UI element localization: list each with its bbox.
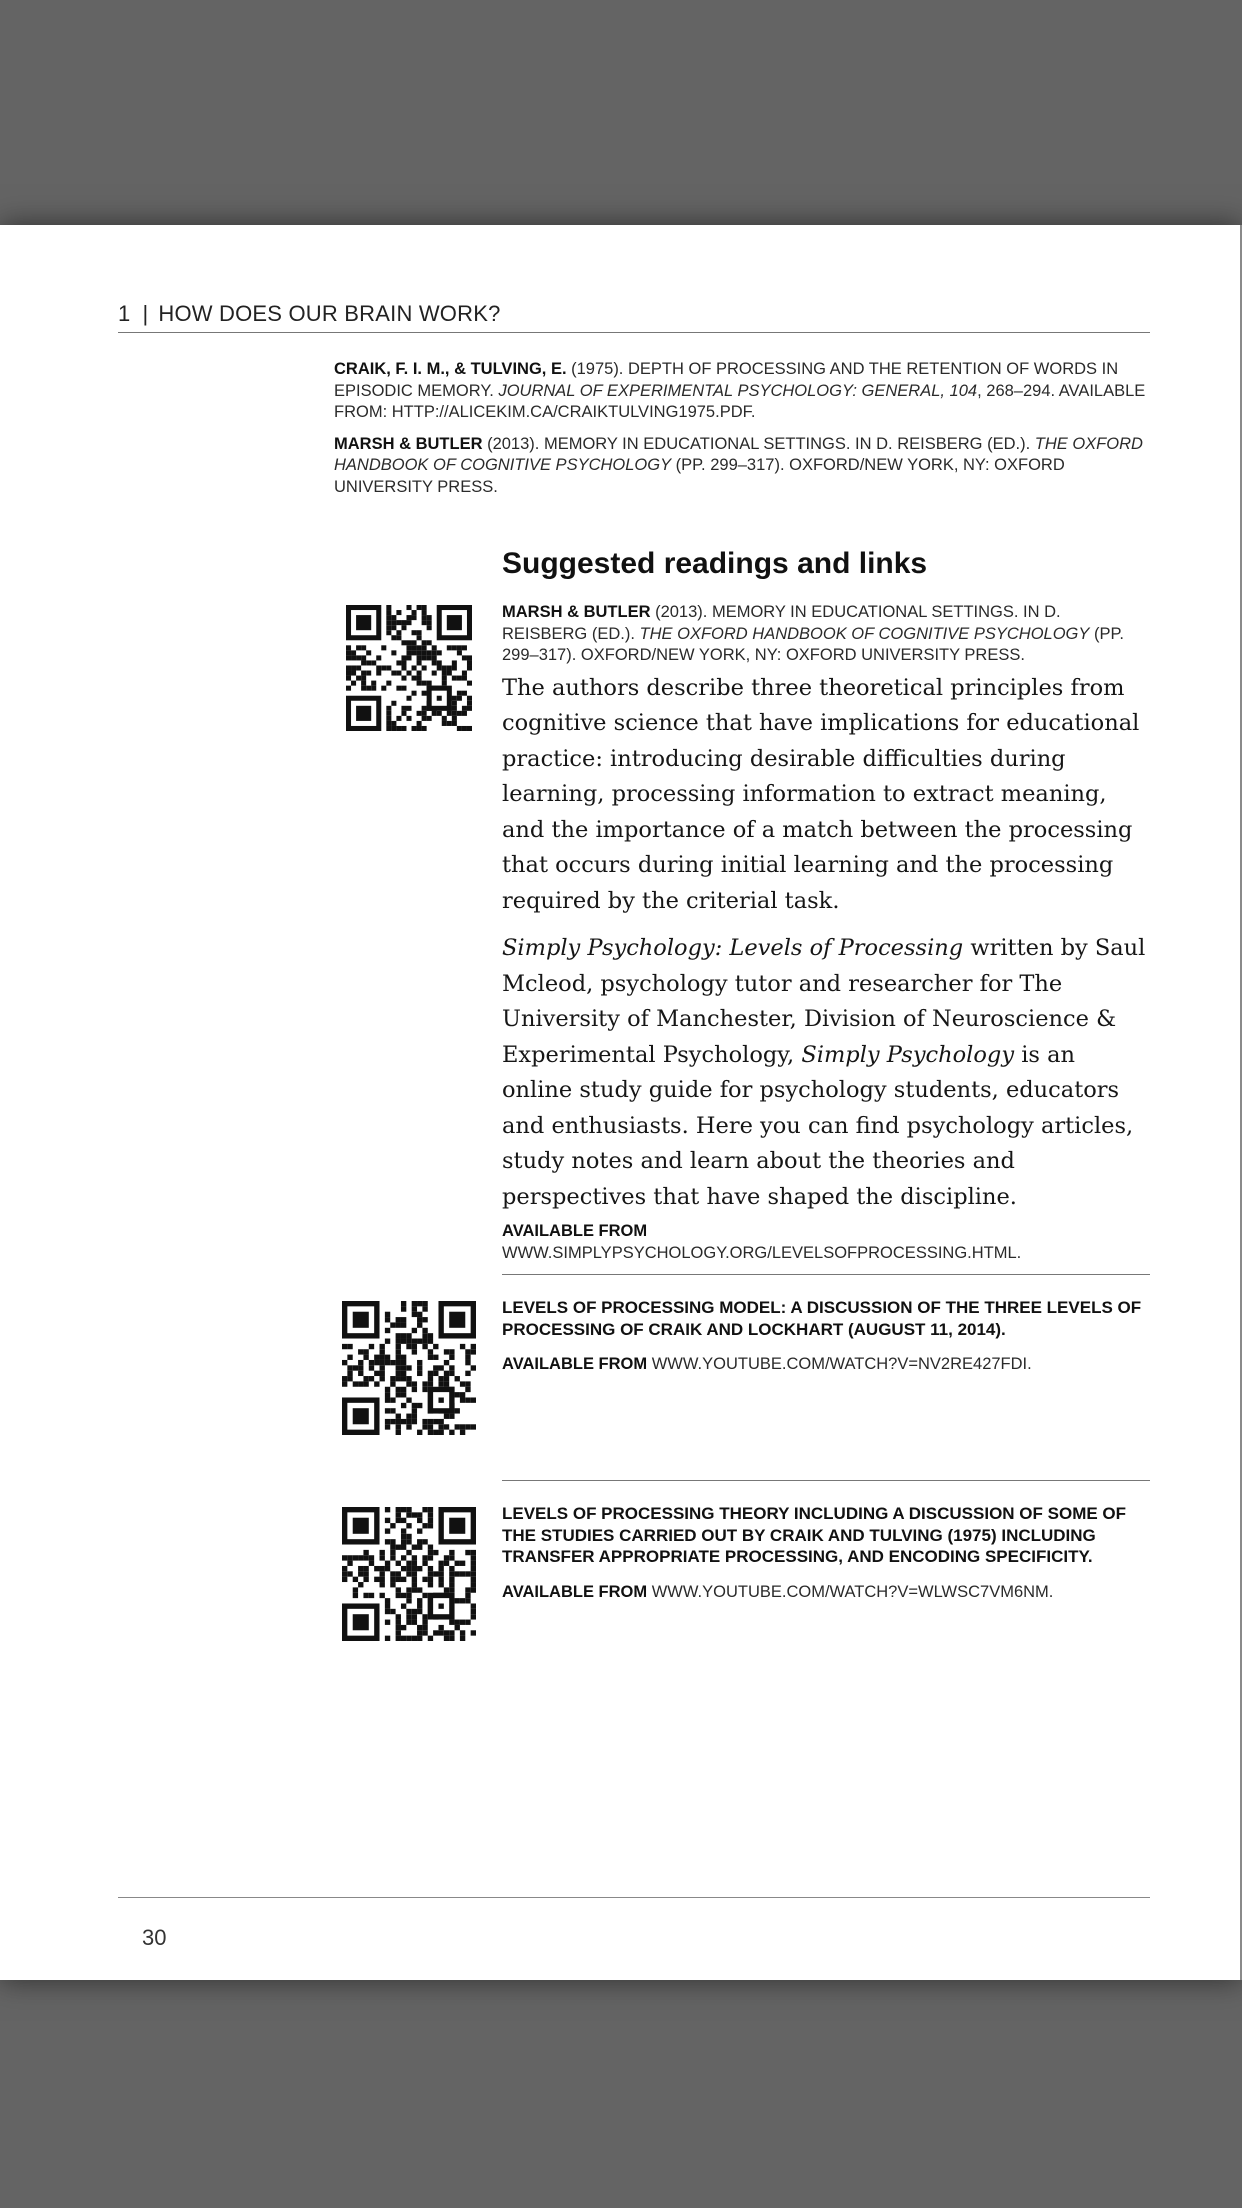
section-title: Suggested readings and links [502, 547, 928, 580]
available-from [502, 1354, 1150, 1376]
footer-rule [118, 1897, 1150, 1898]
entry-divider [502, 1480, 1150, 1481]
reading-authors: MARSH & BUTLER [502, 603, 651, 621]
chapter-title: HOW DOES OUR BRAIN WORK? [158, 301, 501, 326]
available-label: AVAILABLE FROM [502, 1582, 648, 1601]
available-label: AVAILABLE FROM [502, 1355, 648, 1373]
available-url-link[interactable]: WWW.SIMPLYPSYCHOLOGY.ORG/LEVELSOFPROCESSING.HTML. [502, 1243, 1022, 1262]
video-title: LEVELS OF PROCESSING THEORY INCLUDING A DISCUSSION OF SOME OF THE STUDIES CARRIED OUT BY CRAIK AND TULVING (1975) INCLUDING TRANSFER APPROPRIATE PROCESSING, AND ENCODING SPECIFICITY. [502, 1504, 1127, 1566]
page-number: 30 [142, 1925, 167, 1950]
reading-citation [502, 602, 1150, 667]
reading-entry-video-1 [502, 1297, 1150, 1376]
reference-item [334, 359, 1150, 424]
reference-item [334, 434, 1150, 499]
reading-citation-end: (PP. 299–317). OXFORD/NEW YORK, NY: OXFORD UNIVERSITY PRESS. [502, 624, 1124, 664]
reading-citation-text: (2013). MEMORY IN EDUCATIONAL SETTINGS. IN D. REISBERG (ED.). [502, 603, 1061, 643]
qr-code-icon[interactable] [346, 605, 472, 731]
resource-text: written by Saul Mcleod, psychology tutor and researcher for The University of Manchester, Division of Neuroscience & Experimental Psychology, [502, 935, 1146, 1068]
chapter-number: 1 [118, 301, 131, 326]
resource-title: Simply Psychology: Levels of Processing [502, 935, 964, 961]
reference-authors: CRAIK, F. I. M., & TULVING, E. [334, 360, 567, 378]
available-from [502, 1221, 1150, 1264]
reference-list [334, 359, 1150, 508]
available-url-link[interactable]: WWW.YOUTUBE.COM/WATCH?V=NV2RE427FDI. [647, 1355, 1032, 1373]
reference-journal: JOURNAL OF EXPERIMENTAL PSYCHOLOGY: GENERAL, 104 [498, 381, 978, 400]
running-head [118, 301, 1150, 327]
reference-authors: MARSH & BUTLER [334, 434, 483, 453]
reading-entry-video-2 [502, 1503, 1150, 1603]
reference-text-end: (PP. 299–317). OXFORD/NEW YORK, NY: OXFORD UNIVERSITY PRESS. [334, 456, 1065, 496]
reference-book: THE OXFORD HANDBOOK OF COGNITIVE PSYCHOLOGY [334, 434, 1143, 474]
available-label: AVAILABLE FROM [502, 1222, 648, 1240]
qr-code-icon[interactable] [342, 1507, 476, 1641]
entry-divider [502, 1274, 1150, 1275]
reading-book-title: THE OXFORD HANDBOOK OF COGNITIVE PSYCHOLOGY [639, 624, 1090, 643]
resource-text-end: is an online study guide for psychology students, educators and enthusiasts. Here you can find psychology articles, study notes and learn about the theories and perspectives that have shaped the discipline. [502, 1041, 1134, 1210]
document-page [0, 225, 1242, 1980]
reference-text: (2013). MEMORY IN EDUCATIONAL SETTINGS. IN D. REISBERG (ED.). [482, 434, 1035, 453]
reading-entry-marsh-butler [502, 602, 1150, 1264]
reading-description-simply-psychology [502, 931, 1150, 1215]
reference-text-end: , 268–294. AVAILABLE FROM: HTTP://ALICEKIM.CA/CRAIKTULVING1975.PDF. [334, 381, 1146, 421]
reference-text: (1975). DEPTH OF PROCESSING AND THE RETENTION OF WORDS IN EPISODIC MEMORY. [334, 360, 1119, 400]
video-title: LEVELS OF PROCESSING MODEL: A DISCUSSION OF THE THREE LEVELS OF PROCESSING OF CRAIK AND LOCKHART (AUGUST 11, 2014). [502, 1298, 1142, 1339]
reading-description: The authors describe three theoretical principles from cognitive science that have implications for educational practice: introducing desirable difficulties during learning, processing information to extract meaning, and the importance of a match between the processing that occurs during initial learning and the processing required by the criterial task. [502, 674, 1140, 914]
available-url-link[interactable]: WWW.YOUTUBE.COM/WATCH?V=WLWSC7VM6NM. [647, 1582, 1054, 1601]
qr-code-icon[interactable] [342, 1301, 476, 1435]
available-from [502, 1582, 1150, 1604]
header-rule [118, 332, 1150, 333]
running-head-separator: | [142, 301, 149, 326]
resource-name: Simply Psychology [801, 1041, 1015, 1068]
